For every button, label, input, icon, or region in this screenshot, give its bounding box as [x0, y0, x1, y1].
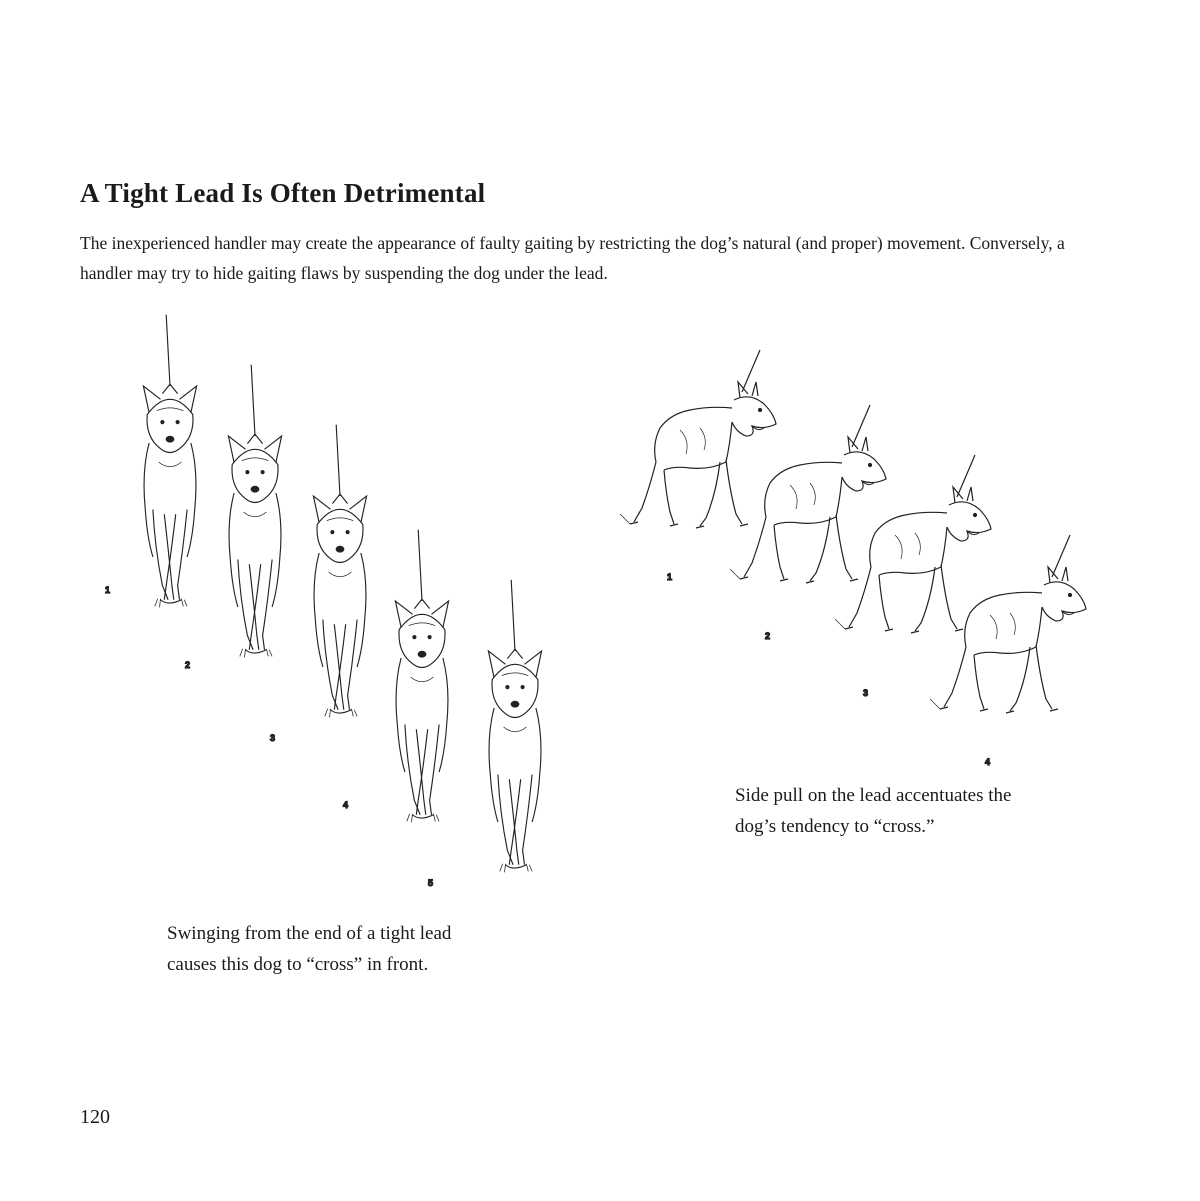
stage-label-2: 2	[185, 660, 191, 670]
stage-label-4: 4	[343, 800, 349, 810]
figure-front-gait	[95, 310, 565, 910]
stage-label-3: 3	[863, 688, 869, 698]
page-title: A Tight Lead Is Often Detrimental	[80, 178, 486, 208]
stage-label-3: 3	[270, 733, 276, 743]
stage-label-4: 4	[985, 757, 991, 767]
intro-paragraph: The inexperienced handler may create the appearance of faulty gaiting by restricting the dog’s natural (and proper) movement. Conversely, a handler may try to hide gaiting flaws by suspending the dog under the lead.	[80, 233, 1065, 283]
page-number: 120	[80, 1106, 110, 1128]
front-gait-illustration	[95, 310, 565, 910]
stage-label-2: 2	[765, 631, 771, 641]
side-gait-illustration	[620, 315, 1120, 775]
caption-side-gait: Side pull on the lead accentuates the dog’s tendency to “cross.”	[735, 785, 1012, 837]
stage-label-1: 1	[667, 572, 673, 582]
caption-front-gait: Swinging from the end of a tight lead causes this dog to “cross” in front.	[167, 923, 452, 975]
stage-label-5: 5	[428, 878, 434, 888]
figure-side-gait	[620, 315, 1120, 775]
stage-label-1: 1	[105, 585, 111, 595]
